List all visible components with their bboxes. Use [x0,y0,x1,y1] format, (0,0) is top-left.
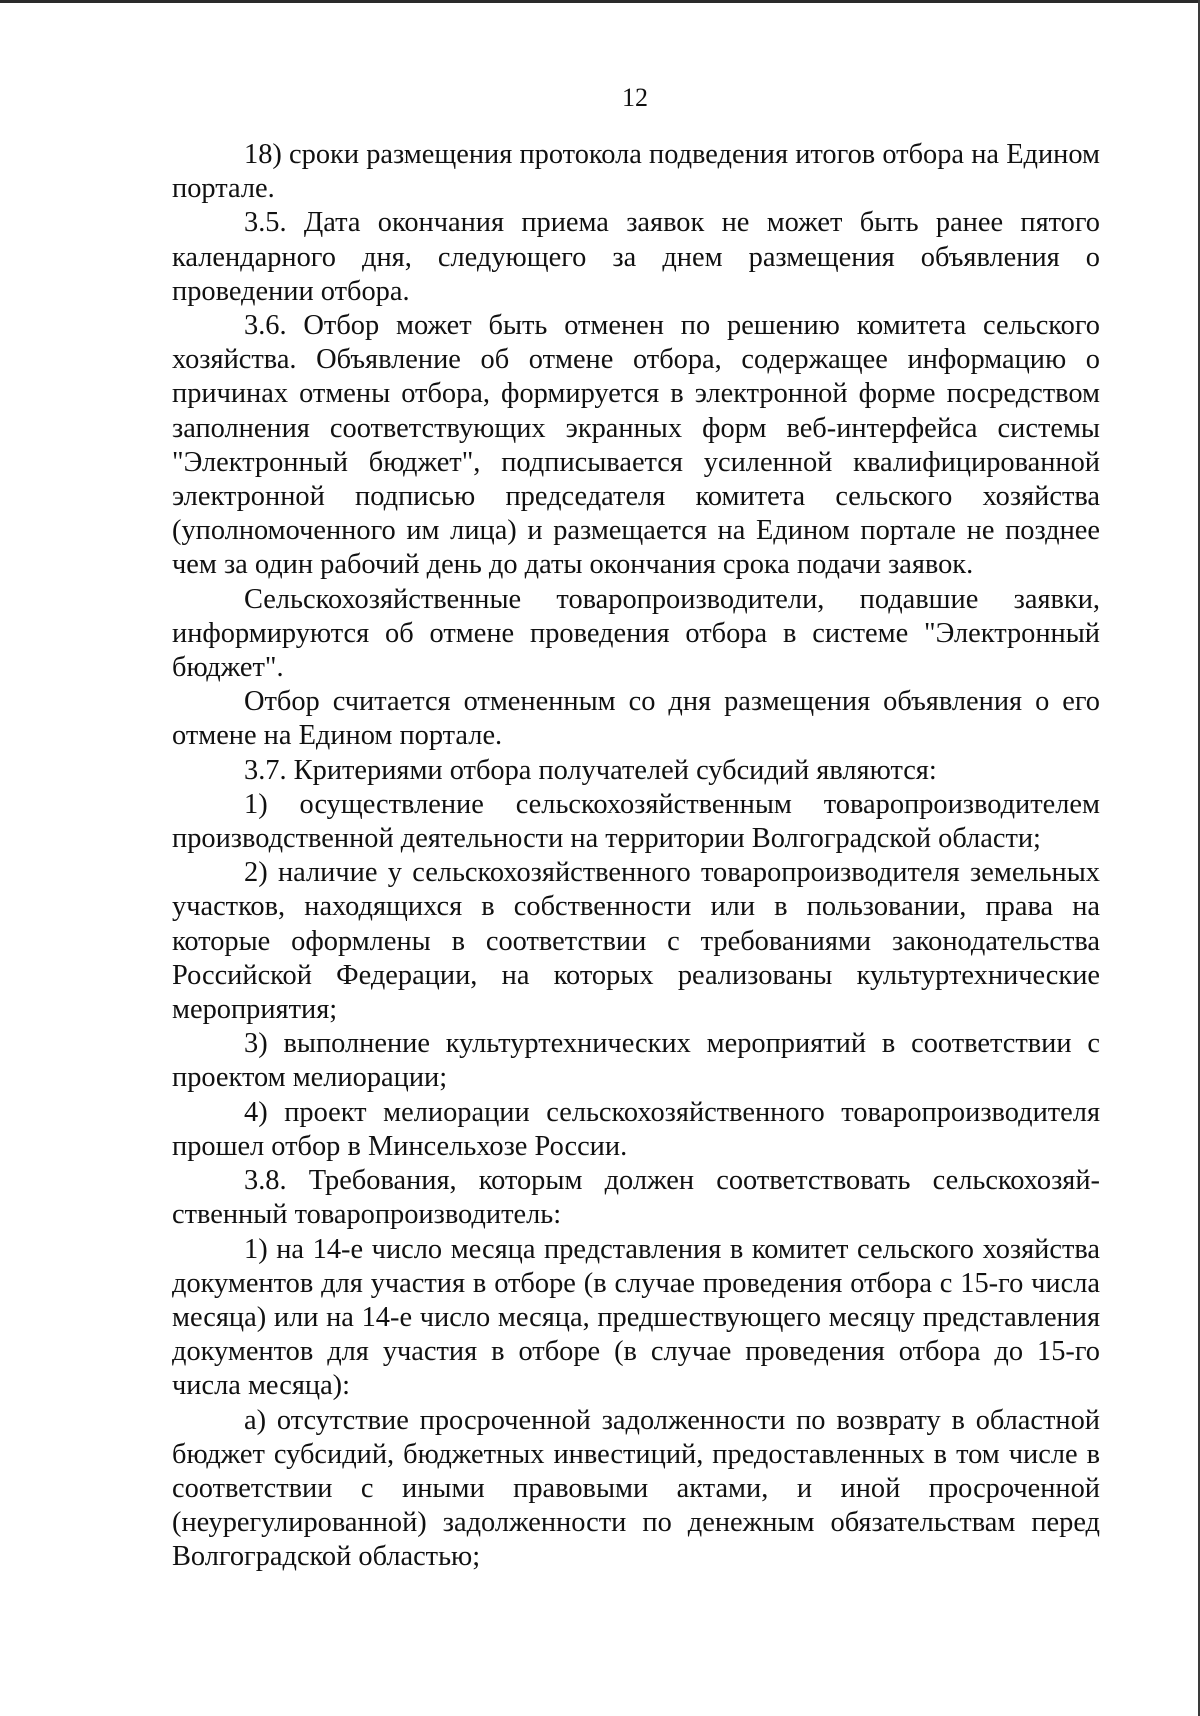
paragraph-requirement-1: 1) на 14-е число месяца представления в комитет сельского хозяйства документов для участия в отборе (в случае проведения отбора с 15-го числа месяца) или на 14-е число месяца, предшествующего месяцу представления документов для участия в отборе (в случае проведения отбора до 15-го числа месяца): [172,1233,1100,1402]
page-number: 12 [622,83,648,112]
scan-edge-top [0,0,1200,3]
paragraph-criterion-1: 1) осуществление сельскохозяйственным товаропроизводителем производственной деятельности на территории Волгоградской области; [172,788,1100,855]
paragraph-selection-cancelled: Отбор считается отмененным со дня размещения объявления о его отмене на Едином портале. [172,686,1100,752]
paragraph-criterion-3: 3) выполнение культуртехнических мероприятий в соответствии с проектом мелиорации; [172,1028,1100,1094]
paragraph-3-7: 3.7. Критериями отбора получателей субсидий являются: [244,754,937,786]
paragraph-requirement-1a: а) отсутствие просроченной задолженности по возврату в областной бюджет субсидий, бюджетных инвестиций, предоставленных в том числе в соответствии с иными правовыми актами, и иной просроченной (неурегулированной) задолженности по денежным обязательствам перед Волгоградской областью; [172,1404,1100,1573]
paragraph-criterion-2: 2) наличие у сельскохозяйственного товаропроизводителя земельных участков, находящихся в собственности или в пользовании, права на которые оформлены в соответствии с требованиями законодательства Российской Федерации, на которых реализованы культуртехнические мероприятия; [172,857,1100,1026]
paragraph-3-5: 3.5. Дата окончания приема заявок не может быть ранее пятого календарного дня, следующего за днем размещения объявления о проведении отбора. [172,207,1100,307]
paragraph-applicants-informed: Сельскохозяйственные товаропроизводители, подавшие заявки, информируются об отмене проведения отбора в системе "Электронный бюджет". [172,583,1100,684]
document-body [172,138,1100,1575]
paragraph-item-18: 18) сроки размещения протокола подведения итогов отбора на Едином портале. [172,139,1100,205]
paragraph-3-8: 3.8. Требования, которым должен соответствовать сельскохозяй-ственный товаропроизводитель: [172,1165,1100,1231]
paragraph-criterion-4: 4) проект мелиорации сельскохозяйственного товаропроизводителя прошел отбор в Минсельхозе России. [172,1096,1100,1162]
paragraph-3-6: 3.6. Отбор может быть отменен по решению комитета сельского хозяйства. Объявление об отмене отбора, содержащее информацию о причинах отмены отбора, формируется в электронной форме посредством заполнения соответствующих экранных форм веб-интерфейса системы "Электронный бюджет", подписывается усиленной квалифицированной электронной подписью председателя комитета сельского хозяйства (уполномоченного им лица) и размещается на Едином портале не позднее чем за один рабочий день до даты окончания срока подачи заявок. [172,310,1100,581]
